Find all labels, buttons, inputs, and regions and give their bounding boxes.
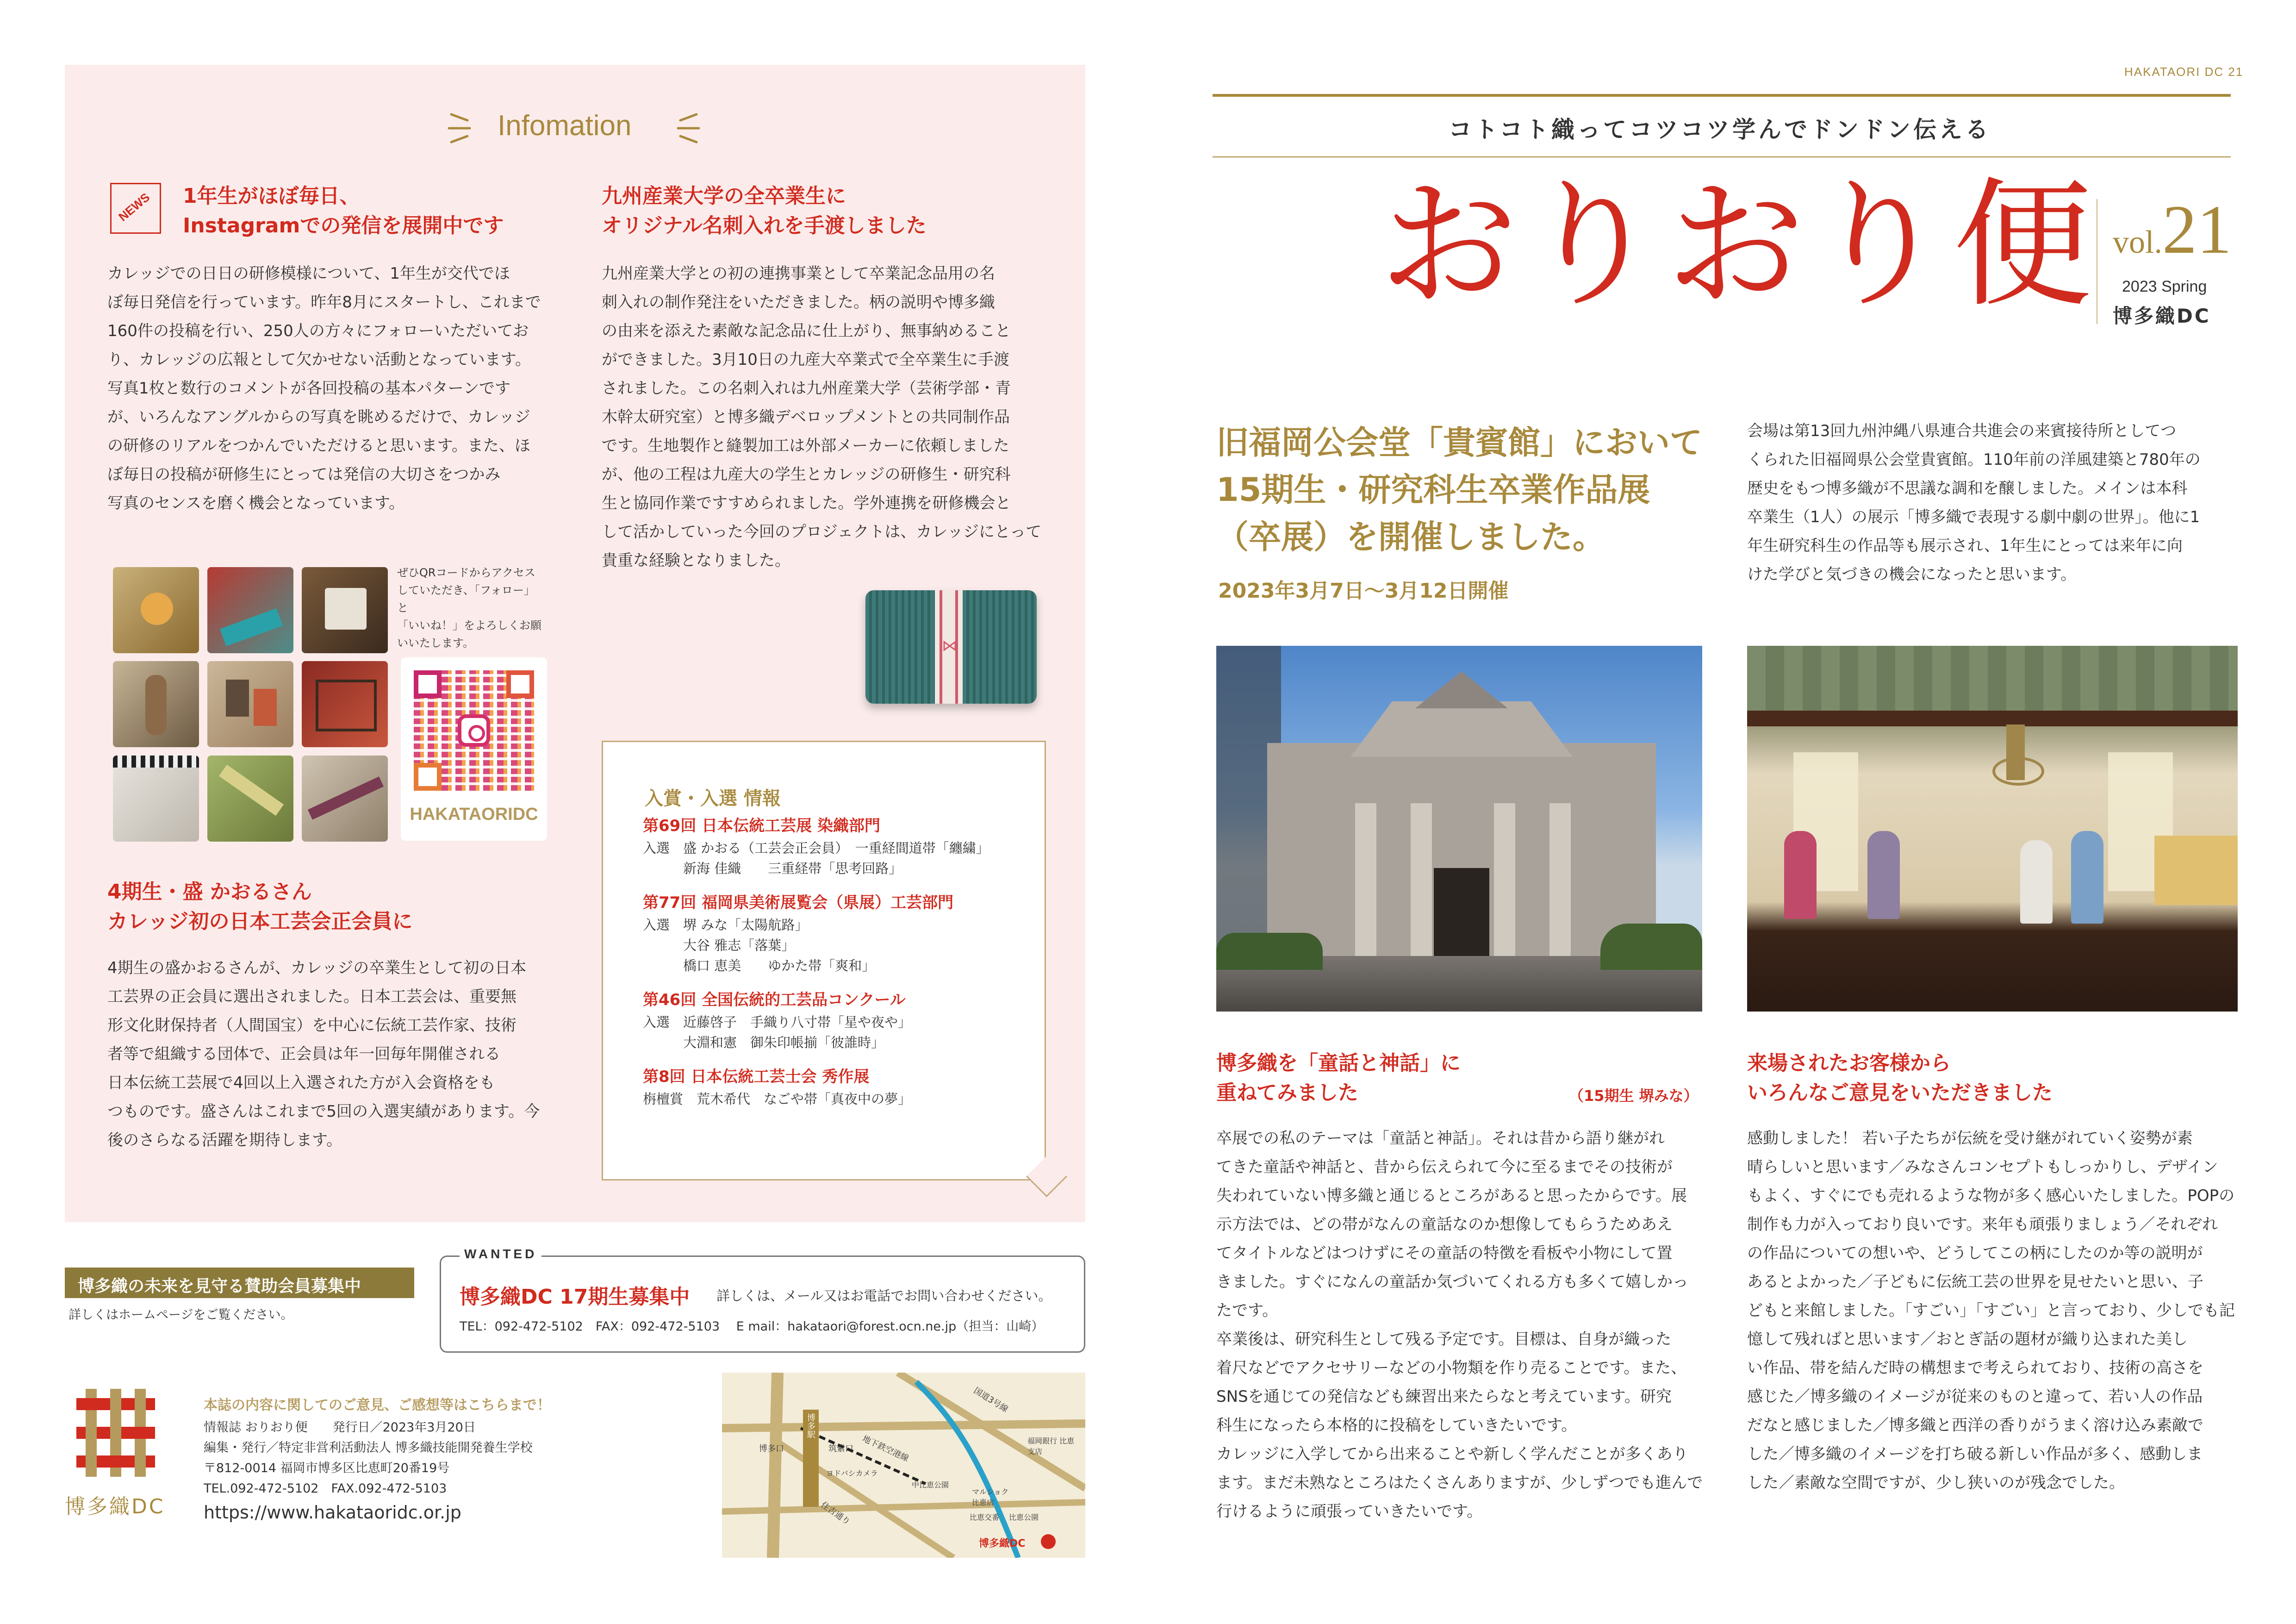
wanted-label: WANTED: [460, 1247, 541, 1262]
feature-intro-line: 卒業生（1人）の展示「博多織で表現する劇中劇の世界」。他に1: [1747, 508, 2200, 526]
instagram-icon: [458, 714, 490, 747]
article3-line: 後のさらなる活躍を期待します。: [107, 1131, 342, 1149]
instagram-photo: [302, 567, 388, 653]
feature-left-line: 行けるように頑張っていきたいです。: [1216, 1502, 1483, 1521]
article2-line: 貴重な経験となりました。: [602, 551, 790, 570]
support-banner: [65, 1268, 414, 1298]
article1-title-line2: Instagramでの発信を展開中です: [183, 214, 504, 237]
article3-line: つものです。盛さんはこれまで5回の入選実績があります。今: [107, 1102, 540, 1121]
article3-line: 4期生の盛かおるさんが、カレッジの卒業生として初の日本: [107, 959, 527, 977]
feature-right-title-line1: 来場されたお客様から: [1747, 1051, 1951, 1075]
feature-left-line: きました。すぐになんの童話か気づいてくれる方も多くて嬉しかっ: [1216, 1273, 1688, 1291]
qr-note-line: していただき、「フォロー」と: [397, 584, 535, 614]
feature-left-byline: （15期生 堺みな）: [1569, 1087, 1699, 1105]
map-label: 国道3号線: [971, 1386, 1010, 1415]
qr-note-line: 「いいね！」をよろしくお願: [397, 619, 541, 632]
instagram-photo: [113, 661, 199, 747]
article1-line: ぼ毎日発信を行っています。昨年8月にスタートし、これまで: [107, 293, 541, 312]
article1-line: カレッジでの日日の研修模様について、1年生が交代でほ: [107, 264, 510, 283]
feature-title-line: （卒展）を開催しました。: [1216, 518, 1605, 556]
feature-intro-line: くられた旧福岡県公会堂貴賓館。110年前の洋風建築と780年の: [1747, 450, 2201, 469]
feature-right-line: もよく、すぐにでも売れるような物が多く感心いたしました。POPの: [1747, 1187, 2235, 1205]
info-sparkle-left-icon: [447, 107, 479, 149]
article2-line: です。生地製作と縫製加工は外部メーカーに依頼しました: [602, 437, 1009, 455]
wanted-title: 博多織DC 17期生募集中: [460, 1285, 690, 1309]
feature-right-line: 晴らしいと思います／みなさんコンセプトもしっかりし、デザイン: [1747, 1158, 2218, 1176]
feature-right-line: だなと感じました／博多織と西洋の香りがうまく溶け込み素敵で: [1747, 1416, 2203, 1435]
volume-label: [2113, 190, 2232, 269]
feature-right-line: 憶して残ればと思います／おとぎ話の題材が織り込まれた美し: [1747, 1330, 2188, 1349]
hakataori-dc-logo: [67, 1384, 164, 1481]
bow-icon: ⋈: [942, 637, 958, 655]
feature-intro-line: 歴史をもつ博多織が不思議な調和を醸しました。メインは本科: [1747, 479, 2188, 498]
feature-right-title-line2: いろんなご意見をいただきました: [1747, 1081, 2053, 1105]
instagram-photo: [302, 661, 388, 747]
award-entry: 入選 近藤啓子 手織り八寸帯「星や夜や」: [643, 1014, 912, 1030]
feature-left-line: 科生になったら本格的に投稿をしていきたいです。: [1216, 1416, 1577, 1435]
feature-left-line: 卒業後は、研究科生として残る予定です。目標は、自身が織った: [1216, 1330, 1672, 1349]
qr-corner: [414, 763, 442, 791]
support-banner-text: 博多織の未来を見守る賛助会員募集中: [78, 1277, 361, 1296]
masthead-title: おりおり便: [1379, 164, 2097, 326]
issue-code: HAKATAORI DC 21: [2124, 65, 2244, 79]
article3-title-line2: カレッジ初の日本工芸会正会員に: [107, 910, 413, 933]
feature-title-line: 15期生・研究科生卒業作品展: [1216, 471, 1650, 509]
article2-body: [602, 259, 1055, 575]
map-label: 地下鉄空港線: [860, 1434, 910, 1464]
map-label: マルショク 比恵店: [972, 1487, 1009, 1507]
map-roads: [722, 1373, 1085, 1558]
feature-intro-line: 会場は第13回九州沖縄八県連合共進会の来賓接待所としてつ: [1747, 422, 2177, 440]
feature-intro-line: 年生研究科生の作品等も展示され、1年生にとっては来年に向: [1747, 537, 2183, 555]
award-entry: 入選 堺 みな「太陽航路」: [643, 917, 809, 933]
feature-left-title-line2: 重ねてみました: [1216, 1081, 1358, 1105]
article1-body: [107, 259, 570, 518]
map-label: ヨドバシカメラ: [826, 1469, 878, 1478]
feature-right-line: 感動しました！ 若い子たちが伝統を受け継がれていく姿勢が素: [1747, 1129, 2193, 1148]
awards-list: [643, 814, 1032, 1109]
footer-line: TEL.092-472-5102 FAX.092-472-5103: [204, 1481, 447, 1496]
feature-left-body: [1216, 1124, 1716, 1526]
qr-note-line: ぜひQRコードからアクセス: [397, 566, 535, 579]
award-entry: 大谷 雅志「落葉」: [643, 937, 795, 953]
feature-title-line: 旧福岡公会堂「貴賓館」において: [1216, 424, 1702, 462]
map-label: 博多織DC: [979, 1538, 1026, 1549]
news-badge: [110, 183, 161, 234]
instagram-photo: [207, 756, 293, 842]
award-title: 第46回 全国伝統的工芸品コンクール: [643, 991, 906, 1009]
article3-line: 形文化財保持者（人間国宝）を中心に伝統工芸作家、技術: [107, 1016, 516, 1035]
award-group: [643, 891, 1032, 976]
award-group: [643, 814, 1032, 879]
map-label: 比恵公園: [1009, 1513, 1039, 1522]
footer-line: 情報誌 おりおり便 発行日／2023年3月20日: [204, 1420, 476, 1435]
article2-line: 刺入れの制作発注をいただきました。柄の説明や博多織: [602, 293, 995, 312]
awards-heading: 入賞・入選 情報: [645, 788, 781, 809]
feature-right-line: した／素敵な空間ですが、少し狭いのが残念でした。: [1747, 1474, 2125, 1492]
article2-line: されました。この名刺入れは九州産業大学（芸術学部・青: [602, 379, 1011, 398]
feature-left-line: 卒展での私のテーマは「童話と神話」。それは昔から語り継がれ: [1216, 1129, 1665, 1148]
award-title: 第8回 日本伝統工芸士会 秀作展: [643, 1068, 870, 1086]
masthead-rule-top: [1213, 94, 2231, 97]
info-title: Infomation: [498, 110, 632, 142]
volume-prefix: vol.: [2113, 225, 2162, 260]
award-group: [643, 1065, 1032, 1109]
footer-logo-text: 博多織DC: [65, 1495, 165, 1518]
feature-right-line: した／博多織のイメージを打ち破る新しい作品が多く、感動しま: [1747, 1445, 2203, 1463]
feature-left-line: 失われていない博多織と通じるところがあると思ったからです。展: [1216, 1187, 1687, 1205]
article1-line: ぼ毎日の投稿が研修生にとっては発信の大切さをつかみ: [107, 465, 501, 484]
feature-left-line: てきた童話や神話と、昔から伝えられて今に至るまでその技術が: [1216, 1158, 1673, 1176]
map-label: 中比恵公園: [912, 1480, 949, 1489]
article2-line: が、他の工程は九産大の学生とカレッジの研修生・研究科: [602, 465, 1011, 484]
wanted-note: 詳しくは、メール又はお電話でお問い合わせください。: [716, 1288, 1052, 1304]
feature-right-line: 制作も力が入っており良いです。来年も頑張りましょう／それぞれ: [1747, 1215, 2218, 1234]
qr-note-line: いいたします。: [397, 637, 474, 650]
feature-left-line: SNSを通じての発信なども練習出来たらなと考えています。研究: [1216, 1387, 1672, 1406]
map-label: 博多駅: [806, 1413, 815, 1438]
feature-intro: [1747, 417, 2238, 589]
instagram-photo: [113, 567, 199, 653]
article1-title-line1: 1年生がほぼ毎日、: [183, 184, 360, 208]
qr-label: HAKATAORIDC: [410, 805, 538, 824]
feature-right-line: 感じた／博多織のイメージが従来のものと違って、若い人の作品: [1747, 1387, 2203, 1406]
article2-line: の由来を添えた素敵な記念品に仕上がり、無事納めること: [602, 322, 1011, 340]
business-card-case-photo: [865, 590, 1037, 704]
awards-box: [602, 741, 1046, 1181]
article3-line: 日本伝統工芸展で4回以上入選された方が入会資格をも: [107, 1074, 495, 1092]
award-group: [643, 988, 1032, 1053]
article2-line: 九州産業大学との初の連携事業として卒業記念品用の名: [602, 264, 995, 283]
article1-line: 写真のセンスを磨く機会となっています。: [107, 494, 405, 512]
kihinkan-building-photo: [1216, 646, 1702, 1012]
article2-line: ができました。3月10日の九産大卒業式で全卒業生に手渡: [602, 350, 1009, 369]
feature-left-line: ます。まだ未熟なところはたくさんありますが、少しずつでも進んで: [1216, 1474, 1703, 1492]
feature-left-line: たです。: [1216, 1301, 1278, 1320]
access-map: [722, 1373, 1085, 1558]
article1-line: が、いろんなアングルからの写真を眺めるだけで、カレッジ: [107, 408, 530, 426]
masthead-tagline: コトコト織ってコツコツ学んでドンドン伝える: [1449, 116, 1991, 143]
award-entry: 大淵和憲 御朱印帳揃「彼誰時」: [643, 1035, 885, 1050]
feature-intro-line: けた学びと気づきの機会になったと思います。: [1747, 565, 2077, 584]
article1-line: 160件の投稿を行い、250人の方々にフォローいただいてお: [107, 322, 529, 340]
feature-left-line: てタイトルなどはつけずにその童話の特徴を看板や小物にして置: [1216, 1244, 1673, 1262]
wanted-box: [440, 1247, 1085, 1353]
map-label: 住吉通り: [819, 1499, 852, 1527]
instagram-qr-code[interactable]: [401, 657, 547, 841]
article1-line: り、カレッジの広報として欠かせない活動となっています。: [107, 350, 531, 369]
map-label: 筑紫口: [828, 1444, 853, 1454]
feature-title: [1216, 419, 1702, 561]
footer-info: [204, 1418, 533, 1499]
article3-line: 者等で組織する団体で、正会員は年一回毎年開催される: [107, 1045, 501, 1063]
feature-right-line: の作品についての想いや、どうしてこの柄にしたのか等の説明が: [1747, 1244, 2203, 1262]
feature-dates: 2023年3月7日〜3月12日開催: [1218, 579, 1509, 603]
feature-right-line: どもと来館しました。「すごい」「すごい」と言っており、少しでも記: [1747, 1301, 2235, 1320]
feature-left-line: 着尺などでアクセサリーなどの小物類を作り売ることです。また、: [1216, 1359, 1687, 1377]
support-note: 詳しくはホームページをご覧ください。: [68, 1308, 293, 1322]
instagram-photo: [207, 567, 293, 653]
award-entry: 栴檀賞 荒木希代 なごや帯「真夜中の夢」: [643, 1091, 912, 1107]
info-sparkle-right-icon: [669, 107, 701, 149]
article2-title-line1: 九州産業大学の全卒業生に: [602, 184, 846, 208]
map-label: 博多口: [759, 1444, 784, 1454]
article1-line: 写真1枚と数行のコメントが各回投稿の基本パターンです: [107, 379, 510, 398]
article2-line: して活かしていった今回のプロジェクトは、カレッジにとって: [602, 523, 1042, 541]
feature-left-line: カレッジに入学してから出来ることや新しく学んだことが多くあり: [1216, 1445, 1688, 1463]
qr-note: [397, 564, 545, 652]
footer-line: 編集・発行／特定非営利活動法人 博多織技能開発養生学校: [204, 1441, 533, 1455]
exhibition-interior-photo: [1747, 646, 2238, 1012]
feature-right-line: あるとよかった／子どもに伝統工芸の世界を見せたいと思い、子: [1747, 1273, 2203, 1291]
article3-line: 工芸界の正会員に選出されました。日本工芸会は、重要無: [107, 987, 516, 1006]
footer-line: 〒812-0014 福岡市博多区比恵町20番19号: [204, 1461, 450, 1475]
news-badge-label: NEWS: [116, 190, 153, 224]
feature-left-title-line1: 博多織を「童話と神話」に: [1216, 1051, 1461, 1075]
feature-left-line: 示方法では、どの帯がなんの童話なのか想像してもらうためあえ: [1216, 1215, 1673, 1234]
footer-heading: 本誌の内容に関してのご意見、ご感想等はこちらまで！: [204, 1397, 551, 1413]
article2-line: 生と協同作業ですすめられました。学外連携を研修機会と: [602, 494, 1011, 512]
article2-line: 木幹太研究室）と博多織デベロップメントとの共同制作品: [602, 408, 1010, 426]
map-label: 比恵交番: [970, 1513, 1000, 1522]
article2-title-line2: オリジナル名刺入れを手渡しました: [602, 214, 927, 237]
award-title: 第69回 日本伝統工芸展 染織部門: [643, 817, 880, 835]
feature-right-body: [1747, 1124, 2247, 1497]
article3-body: [107, 954, 570, 1155]
article1-line: の研修のリアルをつかんでいただけると思います。また、ほ: [107, 437, 530, 455]
instagram-photo: [113, 756, 199, 842]
feature-right-line: い作品、帯を結んだ時の構想まで考えられており、技術の高さを: [1747, 1359, 2203, 1377]
award-entry: 橋口 恵美 ゆかた帯「爽和」: [643, 958, 876, 974]
instagram-photo: [207, 661, 293, 747]
footer-url[interactable]: https://www.hakataoridc.or.jp: [204, 1502, 461, 1523]
volume-season: 2023 Spring: [2122, 278, 2207, 295]
map-label: 福岡銀行 比恵支店: [1027, 1437, 1075, 1456]
wanted-contact: TEL：092-472-5102 FAX：092-472-5103 E mail：hakataori@forest.ocn.ne.jp（担当：山崎）: [460, 1319, 1044, 1334]
award-title: 第77回 福岡県美術展覧会（県展）工芸部門: [643, 893, 954, 912]
qr-corner: [414, 670, 442, 698]
article3-title-line1: 4期生・盛 かおるさん: [107, 880, 312, 904]
volume-number: 21: [2162, 191, 2232, 268]
volume-org: 博多織DC: [2113, 305, 2211, 327]
instagram-photo: [302, 756, 388, 842]
award-entry: 入選 盛 かおる（工芸会正会員） 一重経間道帯「纏繍」: [643, 840, 989, 856]
award-entry: 新海 佳織 三重経帯「思考回路」: [643, 861, 902, 876]
qr-corner: [506, 670, 534, 698]
masthead-rule-bottom: [1213, 156, 2231, 157]
